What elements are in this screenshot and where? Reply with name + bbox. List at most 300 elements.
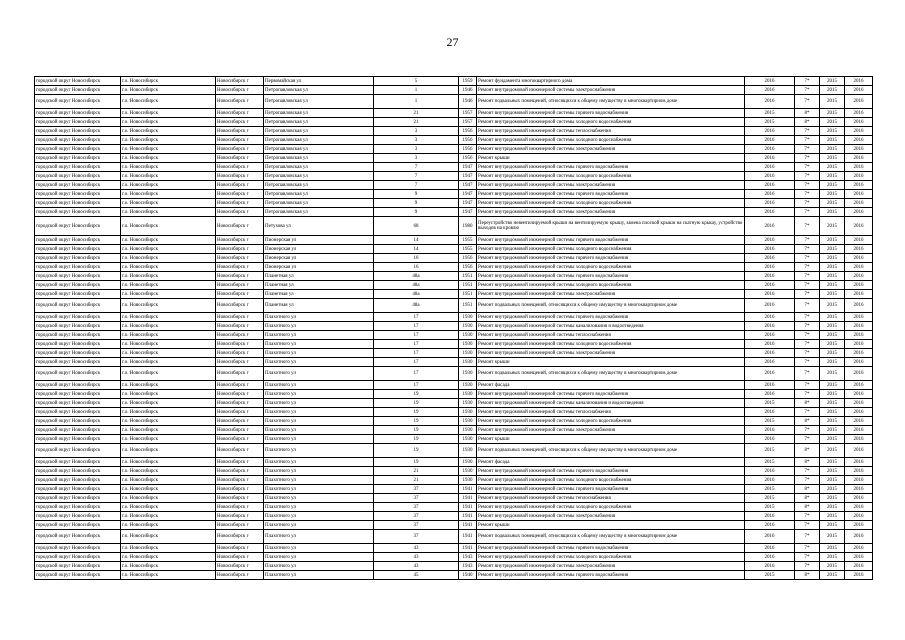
settlement-cell: г.о. Новосибирск (121, 512, 216, 521)
settlement-cell: г.о. Новосибирск (121, 181, 216, 190)
house-number-cell: 17 (374, 349, 459, 358)
street-cell: Петухова ул (264, 217, 374, 236)
plan-year-cell: 2016 (745, 136, 795, 145)
priority-cell: 7* (795, 145, 820, 154)
municipality-cell: городской округ Новосибирск (35, 245, 121, 254)
municipality-cell: городской округ Новосибирск (35, 127, 121, 136)
priority-cell: 7* (795, 426, 820, 435)
capital-repair-table (34, 76, 873, 580)
settlement-cell: г.о. Новосибирск (121, 290, 216, 299)
house-number-cell: 37 (374, 494, 459, 503)
plan-year-cell: 2016 (745, 245, 795, 254)
year-built-cell: 1930 (459, 340, 477, 349)
municipality-cell: городской округ Новосибирск (35, 467, 121, 476)
municipality-cell: городской округ Новосибирск (35, 322, 121, 331)
year-built-cell: 1957 (459, 118, 477, 127)
plan-year-cell: 2016 (745, 426, 795, 435)
street-cell: Петропавловская ул (264, 181, 374, 190)
end-year-cell: 2016 (845, 503, 873, 512)
end-year-cell: 2016 (845, 408, 873, 417)
settlement-cell: г.о. Новосибирск (121, 95, 216, 109)
year-built-cell: 1947 (459, 163, 477, 172)
year-built-cell: 1930 (459, 367, 477, 381)
end-year-cell: 2016 (845, 290, 873, 299)
year-built-cell: 1956 (459, 263, 477, 272)
year-built-cell: 1930 (459, 435, 477, 444)
city-cell: Новосибирск г (216, 95, 264, 109)
municipality-cell: городской округ Новосибирск (35, 263, 121, 272)
settlement-cell: г.о. Новосибирск (121, 145, 216, 154)
end-year-cell: 2016 (845, 154, 873, 163)
priority-cell: 7* (795, 263, 820, 272)
end-year-cell: 2016 (845, 95, 873, 109)
year-built-cell: 1941 (459, 503, 477, 512)
settlement-cell: г.о. Новосибирск (121, 530, 216, 544)
city-cell: Новосибирск г (216, 467, 264, 476)
start-year-cell: 2015 (820, 236, 845, 245)
house-number-cell: 19 (374, 435, 459, 444)
city-cell: Новосибирск г (216, 503, 264, 512)
table-row (35, 313, 873, 322)
priority-cell: 7* (795, 254, 820, 263)
house-number-cell: 9 (374, 199, 459, 208)
house-number-cell: 19 (374, 408, 459, 417)
city-cell: Новосибирск г (216, 331, 264, 340)
end-year-cell: 2016 (845, 476, 873, 485)
priority-cell: 7* (795, 172, 820, 181)
start-year-cell: 2015 (820, 127, 845, 136)
table-row (35, 245, 873, 254)
municipality-cell: городской округ Новосибирск (35, 77, 121, 86)
plan-year-cell: 2016 (745, 340, 795, 349)
street-cell: Плахотного ул (264, 426, 374, 435)
table-row (35, 322, 873, 331)
start-year-cell: 2015 (820, 163, 845, 172)
table-row (35, 485, 873, 494)
city-cell: Новосибирск г (216, 236, 264, 245)
table-row (35, 544, 873, 553)
priority-cell: 8* (795, 417, 820, 426)
municipality-cell: городской округ Новосибирск (35, 381, 121, 390)
municipality-cell: городской округ Новосибирск (35, 417, 121, 426)
table-row (35, 530, 873, 544)
street-cell: Планетная ул (264, 299, 374, 313)
year-built-cell: 1930 (459, 358, 477, 367)
year-built-cell: 1947 (459, 181, 477, 190)
table-body (35, 77, 873, 580)
settlement-cell: г.о. Новосибирск (121, 503, 216, 512)
start-year-cell: 2015 (820, 485, 845, 494)
work-type-cell: Ремонт внутридомовой инженерной системы электроснабжения (477, 208, 745, 217)
street-cell: Плахотного ул (264, 494, 374, 503)
house-number-cell: 21 (374, 109, 459, 118)
municipality-cell: городской округ Новосибирск (35, 154, 121, 163)
municipality-cell: городской округ Новосибирск (35, 458, 121, 467)
street-cell: Плахотного ул (264, 458, 374, 467)
work-type-cell: Ремонт внутридомовой инженерной системы горячего водоснабжения (477, 485, 745, 494)
city-cell: Новосибирск г (216, 127, 264, 136)
house-number-cell: 17 (374, 313, 459, 322)
table-row (35, 172, 873, 181)
start-year-cell: 2015 (820, 521, 845, 530)
year-built-cell: 1930 (459, 399, 477, 408)
house-number-cell: 17 (374, 381, 459, 390)
plan-year-cell: 2016 (745, 172, 795, 181)
plan-year-cell: 2015 (745, 458, 795, 467)
street-cell: Плахотного ул (264, 544, 374, 553)
settlement-cell: г.о. Новосибирск (121, 408, 216, 417)
plan-year-cell: 2015 (745, 571, 795, 580)
priority-cell: 7* (795, 367, 820, 381)
city-cell: Новосибирск г (216, 476, 264, 485)
city-cell: Новосибирск г (216, 272, 264, 281)
city-cell: Новосибирск г (216, 340, 264, 349)
work-type-cell: Ремонт внутридомовой инженерной системы электроснабжения (477, 349, 745, 358)
city-cell: Новосибирск г (216, 109, 264, 118)
start-year-cell: 2015 (820, 553, 845, 562)
settlement-cell: г.о. Новосибирск (121, 136, 216, 145)
priority-cell: 7* (795, 435, 820, 444)
street-cell: Петропавловская ул (264, 118, 374, 127)
end-year-cell: 2016 (845, 367, 873, 381)
table-row (35, 254, 873, 263)
city-cell: Новосибирск г (216, 553, 264, 562)
work-type-cell: Ремонт внутридомовой инженерной системы холодного водоснабжения (477, 476, 745, 485)
house-number-cell: 21 (374, 118, 459, 127)
plan-year-cell: 2016 (745, 263, 795, 272)
city-cell: Новосибирск г (216, 245, 264, 254)
table-row (35, 145, 873, 154)
table-row (35, 281, 873, 290)
start-year-cell: 2015 (820, 254, 845, 263)
plan-year-cell: 2015 (745, 494, 795, 503)
table-row (35, 340, 873, 349)
year-built-cell: 1956 (459, 127, 477, 136)
municipality-cell: городской округ Новосибирск (35, 435, 121, 444)
end-year-cell: 2016 (845, 544, 873, 553)
work-type-cell: Ремонт внутридомовой инженерной системы горячего водоснабжения (477, 236, 745, 245)
priority-cell: 7* (795, 86, 820, 95)
municipality-cell: городской округ Новосибирск (35, 476, 121, 485)
priority-cell: 7* (795, 245, 820, 254)
work-type-cell: Ремонт крыши (477, 154, 745, 163)
house-number-cell: 37 (374, 512, 459, 521)
start-year-cell: 2015 (820, 245, 845, 254)
year-built-cell: 1951 (459, 299, 477, 313)
municipality-cell: городской округ Новосибирск (35, 562, 121, 571)
street-cell: Плахотного ул (264, 340, 374, 349)
work-type-cell: Ремонт внутридомовой инженерной системы холодного водоснабжения (477, 245, 745, 254)
settlement-cell: г.о. Новосибирск (121, 571, 216, 580)
house-number-cell: 7 (374, 172, 459, 181)
year-built-cell: 1930 (459, 313, 477, 322)
end-year-cell: 2016 (845, 181, 873, 190)
house-number-cell: 37 (374, 521, 459, 530)
municipality-cell: городской округ Новосибирск (35, 358, 121, 367)
plan-year-cell: 2016 (745, 562, 795, 571)
priority-cell: 7* (795, 349, 820, 358)
start-year-cell: 2015 (820, 290, 845, 299)
city-cell: Новосибирск г (216, 485, 264, 494)
priority-cell: 7* (795, 190, 820, 199)
table-row (35, 163, 873, 172)
work-type-cell: Ремонт внутридомовой инженерной системы холодного водоснабжения (477, 340, 745, 349)
start-year-cell: 2015 (820, 217, 845, 236)
city-cell: Новосибирск г (216, 217, 264, 236)
settlement-cell: г.о. Новосибирск (121, 521, 216, 530)
year-built-cell: 1941 (459, 494, 477, 503)
year-built-cell: 1941 (459, 521, 477, 530)
priority-cell: 7* (795, 313, 820, 322)
year-built-cell: 1955 (459, 245, 477, 254)
year-built-cell: 1930 (459, 417, 477, 426)
municipality-cell: городской округ Новосибирск (35, 136, 121, 145)
table-row (35, 426, 873, 435)
municipality-cell: городской округ Новосибирск (35, 530, 121, 544)
table-row (35, 458, 873, 467)
work-type-cell: Ремонт внутридомовой инженерной системы холодного водоснабжения (477, 172, 745, 181)
priority-cell: 7* (795, 181, 820, 190)
house-number-cell: 43 (374, 544, 459, 553)
house-number-cell: 37 (374, 485, 459, 494)
house-number-cell: 43 (374, 562, 459, 571)
settlement-cell: г.о. Новосибирск (121, 322, 216, 331)
year-built-cell: 1941 (459, 530, 477, 544)
end-year-cell: 2016 (845, 562, 873, 571)
year-built-cell: 1956 (459, 136, 477, 145)
end-year-cell: 2016 (845, 381, 873, 390)
year-built-cell: 1930 (459, 444, 477, 458)
table-row (35, 154, 873, 163)
plan-year-cell: 2016 (745, 163, 795, 172)
street-cell: Плахотного ул (264, 503, 374, 512)
plan-year-cell: 2016 (745, 521, 795, 530)
end-year-cell: 2016 (845, 530, 873, 544)
plan-year-cell: 2016 (745, 77, 795, 86)
priority-cell: 7* (795, 322, 820, 331)
plan-year-cell: 2016 (745, 290, 795, 299)
table-row (35, 109, 873, 118)
settlement-cell: г.о. Новосибирск (121, 208, 216, 217)
work-type-cell: Ремонт внутридомовой инженерной системы теплоснабжения (477, 408, 745, 417)
municipality-cell: городской округ Новосибирск (35, 313, 121, 322)
table-row (35, 95, 873, 109)
plan-year-cell: 2016 (745, 408, 795, 417)
city-cell: Новосибирск г (216, 390, 264, 399)
city-cell: Новосибирск г (216, 512, 264, 521)
house-number-cell: 9 (374, 208, 459, 217)
plan-year-cell: 2016 (745, 95, 795, 109)
end-year-cell: 2016 (845, 435, 873, 444)
plan-year-cell: 2016 (745, 236, 795, 245)
plan-year-cell: 2016 (745, 272, 795, 281)
street-cell: Плахотного ул (264, 562, 374, 571)
year-built-cell: 1951 (459, 281, 477, 290)
end-year-cell: 2016 (845, 163, 873, 172)
settlement-cell: г.о. Новосибирск (121, 435, 216, 444)
work-type-cell: Ремонт внутридомовой инженерной системы горячего водоснабжения (477, 313, 745, 322)
settlement-cell: г.о. Новосибирск (121, 358, 216, 367)
settlement-cell: г.о. Новосибирск (121, 494, 216, 503)
work-type-cell: Ремонт крыши (477, 435, 745, 444)
plan-year-cell: 2016 (745, 435, 795, 444)
street-cell: Пионерская ул (264, 254, 374, 263)
city-cell: Новосибирск г (216, 521, 264, 530)
street-cell: Пионерская ул (264, 236, 374, 245)
work-type-cell: Ремонт внутридомовой инженерной системы холодного водоснабжения (477, 503, 745, 512)
year-built-cell: 1940 (459, 571, 477, 580)
end-year-cell: 2016 (845, 118, 873, 127)
street-cell: Плахотного ул (264, 467, 374, 476)
end-year-cell: 2016 (845, 322, 873, 331)
city-cell: Новосибирск г (216, 367, 264, 381)
end-year-cell: 2016 (845, 208, 873, 217)
year-built-cell: 1957 (459, 109, 477, 118)
municipality-cell: городской округ Новосибирск (35, 399, 121, 408)
settlement-cell: г.о. Новосибирск (121, 331, 216, 340)
house-number-cell: 1 (374, 95, 459, 109)
settlement-cell: г.о. Новосибирск (121, 199, 216, 208)
priority-cell: 8* (795, 109, 820, 118)
settlement-cell: г.о. Новосибирск (121, 109, 216, 118)
end-year-cell: 2016 (845, 358, 873, 367)
municipality-cell: городской округ Новосибирск (35, 145, 121, 154)
start-year-cell: 2015 (820, 358, 845, 367)
settlement-cell: г.о. Новосибирск (121, 367, 216, 381)
city-cell: Новосибирск г (216, 381, 264, 390)
table-row (35, 217, 873, 236)
street-cell: Петропавловская ул (264, 136, 374, 145)
table-row (35, 263, 873, 272)
work-type-cell: Ремонт внутридомовой инженерной системы теплоснабжения (477, 494, 745, 503)
year-built-cell: 1941 (459, 485, 477, 494)
house-number-cell: 3 (374, 154, 459, 163)
end-year-cell: 2016 (845, 109, 873, 118)
table-row (35, 236, 873, 245)
settlement-cell: г.о. Новосибирск (121, 467, 216, 476)
end-year-cell: 2016 (845, 199, 873, 208)
street-cell: Петропавловская ул (264, 86, 374, 95)
street-cell: Петропавловская ул (264, 95, 374, 109)
year-built-cell: 1980 (459, 217, 477, 236)
table-row (35, 571, 873, 580)
start-year-cell: 2015 (820, 272, 845, 281)
house-number-cell: 19 (374, 399, 459, 408)
end-year-cell: 2016 (845, 313, 873, 322)
year-built-cell: 1956 (459, 154, 477, 163)
work-type-cell: Ремонт внутридомовой инженерной системы горячего водоснабжения (477, 544, 745, 553)
year-built-cell: 1947 (459, 208, 477, 217)
table-row (35, 190, 873, 199)
table-row (35, 408, 873, 417)
start-year-cell: 2015 (820, 367, 845, 381)
municipality-cell: городской округ Новосибирск (35, 521, 121, 530)
house-number-cell: 17 (374, 367, 459, 381)
house-number-cell: 21 (374, 467, 459, 476)
priority-cell: 7* (795, 272, 820, 281)
city-cell: Новосибирск г (216, 299, 264, 313)
end-year-cell: 2016 (845, 417, 873, 426)
end-year-cell: 2016 (845, 172, 873, 181)
municipality-cell: городской округ Новосибирск (35, 553, 121, 562)
settlement-cell: г.о. Новосибирск (121, 236, 216, 245)
municipality-cell: городской округ Новосибирск (35, 95, 121, 109)
year-built-cell: 1943 (459, 562, 477, 571)
start-year-cell: 2015 (820, 95, 845, 109)
work-type-cell: Ремонт внутридомовой инженерной системы канализования и водоотведения (477, 399, 745, 408)
work-type-cell: Ремонт подвальных помещений, относящихся к общему имуществу в многоквартирном доме (477, 299, 745, 313)
house-number-cell: 14 (374, 236, 459, 245)
end-year-cell: 2016 (845, 245, 873, 254)
street-cell: Плахотного ул (264, 358, 374, 367)
priority-cell: 8* (795, 503, 820, 512)
start-year-cell: 2015 (820, 444, 845, 458)
settlement-cell: г.о. Новосибирск (121, 263, 216, 272)
work-type-cell: Ремонт внутридомовой инженерной системы холодного водоснабжения (477, 118, 745, 127)
municipality-cell: городской округ Новосибирск (35, 163, 121, 172)
table-row (35, 494, 873, 503)
street-cell: Плахотного ул (264, 399, 374, 408)
plan-year-cell: 2015 (745, 444, 795, 458)
work-type-cell: Ремонт внутридомовой инженерной системы холодного водоснабжения (477, 281, 745, 290)
year-built-cell: 1930 (459, 408, 477, 417)
house-number-cell: 7 (374, 181, 459, 190)
start-year-cell: 2015 (820, 512, 845, 521)
settlement-cell: г.о. Новосибирск (121, 299, 216, 313)
house-number-cell: 43 (374, 553, 459, 562)
table-row (35, 553, 873, 562)
street-cell: Петропавловская ул (264, 154, 374, 163)
street-cell: Петропавловская ул (264, 199, 374, 208)
municipality-cell: городской округ Новосибирск (35, 272, 121, 281)
end-year-cell: 2016 (845, 494, 873, 503)
work-type-cell: Ремонт внутридомовой инженерной системы холодного водоснабжения (477, 199, 745, 208)
work-type-cell: Ремонт фасада (477, 381, 745, 390)
priority-cell: 7* (795, 381, 820, 390)
start-year-cell: 2015 (820, 77, 845, 86)
start-year-cell: 2015 (820, 154, 845, 163)
end-year-cell: 2016 (845, 145, 873, 154)
end-year-cell: 2016 (845, 485, 873, 494)
end-year-cell: 2016 (845, 399, 873, 408)
municipality-cell: городской округ Новосибирск (35, 199, 121, 208)
street-cell: Плахотного ул (264, 381, 374, 390)
municipality-cell: городской округ Новосибирск (35, 349, 121, 358)
city-cell: Новосибирск г (216, 263, 264, 272)
work-type-cell: Ремонт фасада (477, 458, 745, 467)
settlement-cell: г.о. Новосибирск (121, 172, 216, 181)
municipality-cell: городской округ Новосибирск (35, 236, 121, 245)
work-type-cell: Ремонт внутридомовой инженерной системы электроснабжения (477, 426, 745, 435)
year-built-cell: 1930 (459, 467, 477, 476)
settlement-cell: г.о. Новосибирск (121, 349, 216, 358)
start-year-cell: 2015 (820, 190, 845, 199)
settlement-cell: г.о. Новосибирск (121, 340, 216, 349)
priority-cell: 8* (795, 444, 820, 458)
priority-cell: 8* (795, 118, 820, 127)
city-cell: Новосибирск г (216, 145, 264, 154)
plan-year-cell: 2015 (745, 118, 795, 127)
settlement-cell: г.о. Новосибирск (121, 77, 216, 86)
start-year-cell: 2015 (820, 435, 845, 444)
plan-year-cell: 2016 (745, 154, 795, 163)
municipality-cell: городской округ Новосибирск (35, 367, 121, 381)
city-cell: Новосибирск г (216, 281, 264, 290)
settlement-cell: г.о. Новосибирск (121, 544, 216, 553)
work-type-cell: Ремонт фундамента многоквартирного дома (477, 77, 745, 86)
year-built-cell: 1930 (459, 331, 477, 340)
street-cell: Петропавловская ул (264, 190, 374, 199)
